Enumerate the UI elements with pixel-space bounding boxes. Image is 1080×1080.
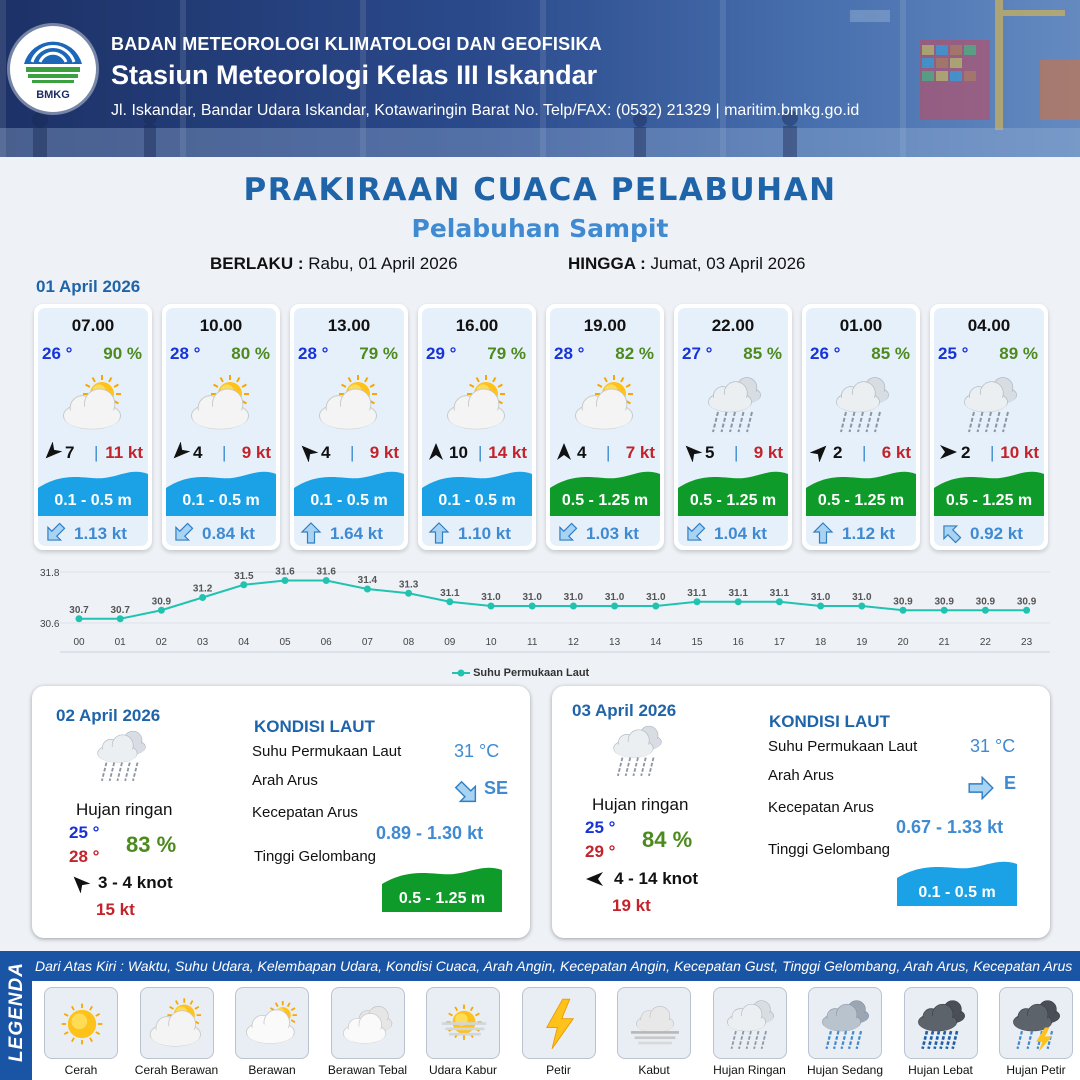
- sst-value-label: 31.5: [234, 570, 254, 582]
- valid-to-value: Jumat, 03 April 2026: [650, 254, 806, 273]
- card-wind-speed: 10: [449, 443, 468, 462]
- card-gust: 7 kt: [625, 443, 655, 462]
- x-tick-label: 09: [444, 637, 456, 648]
- card-wind-speed: 4: [577, 443, 587, 462]
- card-humidity: 85 %: [871, 344, 910, 363]
- sst-value-label: 31.0: [522, 592, 542, 603]
- card-humidity: 79 %: [359, 344, 398, 363]
- x-tick-label: 04: [238, 637, 250, 648]
- current-direction-arrow-icon: [44, 522, 66, 544]
- sst-data-point: [323, 577, 330, 584]
- sst-data-point: [76, 615, 83, 622]
- x-tick-label: 10: [485, 637, 497, 648]
- sst-data-point: [446, 598, 453, 605]
- current-direction-arrow-icon: [428, 522, 450, 544]
- cloudy-icon: [235, 987, 309, 1059]
- logo-text: BMKG: [36, 89, 70, 101]
- sst-data-point: [858, 603, 865, 610]
- card-temperature: 28 °: [298, 344, 329, 363]
- card-gust: 14 kt: [488, 443, 527, 462]
- card-temperature: 27 °: [682, 344, 713, 363]
- valid-to: [568, 254, 805, 274]
- sst-value-label: 30.9: [1016, 596, 1037, 608]
- legend: [0, 951, 1080, 1080]
- card-humidity: 85 %: [743, 344, 782, 363]
- sst-value: 31 °C: [454, 741, 500, 761]
- card-time: 13.00: [327, 316, 371, 335]
- x-tick-label: 18: [815, 637, 827, 648]
- sun-icon: [44, 987, 118, 1059]
- sst-data-point: [900, 607, 907, 614]
- sst-data-point: [405, 590, 412, 597]
- card-wind-speed: 5: [705, 443, 715, 462]
- page-title: PRAKIRAAN CUACA PELABUHAN: [243, 172, 837, 208]
- x-tick-label: 23: [1021, 637, 1033, 648]
- x-tick-label: 02: [155, 637, 167, 648]
- wave-height-label: Tinggi Gelombang: [768, 841, 891, 858]
- sst-value-label: 31.3: [398, 579, 419, 591]
- sst-data-point: [735, 598, 742, 605]
- card-gust: 6 kt: [881, 443, 911, 462]
- card-time: 01.00: [839, 316, 883, 335]
- sst-label: Suhu Permukaan Laut: [252, 743, 402, 760]
- card-time: 07.00: [71, 316, 115, 335]
- card-time: 10.00: [199, 316, 243, 335]
- partly-cloudy-icon: [444, 372, 514, 436]
- legend-item-label: Hujan Sedang: [806, 1063, 884, 1077]
- sst-value-label: 31.0: [604, 592, 625, 603]
- partly-cloudy-icon: [60, 372, 130, 436]
- legend-item-label: Hujan Lebat: [908, 1063, 973, 1077]
- y-tick-label: 30.6: [40, 619, 60, 630]
- wind-direction-arrow-icon: [70, 873, 90, 893]
- legend-item-label: Cerah Berawan: [134, 1063, 219, 1077]
- card-body: [422, 308, 532, 546]
- legend-item-label: Berawan: [248, 1063, 296, 1077]
- current-speed-value: 0.89 - 1.30 kt: [376, 823, 484, 843]
- sst-data-point: [1023, 607, 1030, 614]
- sun-cloud-icon: [140, 987, 214, 1059]
- light-rain-icon: [713, 987, 787, 1059]
- forecast-card-0400: [930, 304, 1048, 550]
- light-rain-icon: [606, 721, 670, 785]
- card-separator: |: [606, 443, 611, 462]
- card-time: 22.00: [711, 316, 755, 335]
- sst-value-label: 31.1: [728, 587, 748, 599]
- daily-weather: Hujan ringan: [76, 800, 173, 819]
- daily-weather: Hujan ringan: [592, 795, 689, 814]
- bmkg-logo: [10, 26, 96, 112]
- card-wave-height: 0.1 - 0.5 m: [182, 492, 260, 509]
- legend-title: LEGENDA: [6, 962, 27, 1062]
- current-direction-arrow-icon: [968, 775, 994, 797]
- card-body: [550, 308, 660, 546]
- daily-temp-max: 28 °: [69, 847, 100, 866]
- sst-data-point: [529, 603, 536, 610]
- x-tick-label: 01: [114, 637, 126, 648]
- card-separator: |: [862, 443, 867, 462]
- chart-legend: [452, 667, 589, 679]
- station-address: Jl. Iskandar, Bandar Udara Iskandar, Kotawaringin Barat No. Telp/FAX: (0532) 21329 | maritim.bmkg.go.id: [111, 102, 860, 119]
- current-direction-arrow-icon: [454, 780, 480, 802]
- card-wave-height: 0.5 - 1.25 m: [945, 492, 1033, 509]
- card-humidity: 79 %: [487, 344, 526, 363]
- current-direction-arrow-icon: [684, 522, 706, 544]
- sst-value-label: 31.1: [687, 587, 707, 599]
- legend-item-label: Cerah: [64, 1063, 98, 1077]
- sst-label: Suhu Permukaan Laut: [768, 738, 918, 755]
- card-humidity: 90 %: [103, 344, 142, 363]
- current-direction-arrow-icon: [172, 522, 194, 544]
- wind-direction-arrow-icon: [426, 442, 446, 462]
- sst-value-label: 31.0: [810, 592, 831, 603]
- card-temperature: 28 °: [554, 344, 585, 363]
- sst-value: 31 °C: [970, 736, 1016, 756]
- card-current-speed: 1.10 kt: [458, 524, 511, 543]
- chart-legend-marker-icon: [452, 668, 470, 678]
- legend-item-label: Petir: [546, 1063, 571, 1077]
- valid-to-label: HINGGA :: [568, 254, 646, 273]
- daily-panel-1: [32, 686, 530, 938]
- wave-height-value: 0.5 - 1.25 m: [398, 890, 486, 907]
- card-separator: |: [350, 443, 355, 462]
- card-wave-height: 0.1 - 0.5 m: [54, 492, 132, 509]
- current-direction-arrow-icon: [940, 522, 962, 544]
- forecast-card-0700: [34, 304, 152, 550]
- sst-data-point: [488, 603, 495, 610]
- x-tick-label: 20: [897, 637, 909, 648]
- card-time: 16.00: [455, 316, 499, 335]
- y-tick-label: 31.8: [40, 568, 60, 579]
- light-rain-icon: [828, 372, 898, 436]
- wave-height-value: 0.1 - 0.5 m: [918, 884, 996, 901]
- x-tick-label: 19: [856, 637, 868, 648]
- sst-value-label: 30.7: [69, 604, 89, 616]
- x-tick-label: 00: [73, 637, 85, 648]
- card-body: [934, 308, 1044, 546]
- x-tick-label: 16: [732, 637, 744, 648]
- sst-data-point: [570, 603, 577, 610]
- card-humidity: 80 %: [231, 344, 270, 363]
- card-gust: 9 kt: [241, 443, 271, 462]
- card-body: [678, 308, 788, 546]
- daily-temp-max: 29 °: [585, 842, 616, 861]
- current-direction-arrow-icon: [556, 522, 578, 544]
- moderate-rain-icon: [808, 987, 882, 1059]
- valid-from-value: Rabu, 01 April 2026: [308, 254, 458, 273]
- partly-cloudy-icon: [188, 372, 258, 436]
- x-tick-label: 13: [609, 637, 621, 648]
- partly-cloudy-icon: [572, 372, 642, 436]
- sst-value-label: 31.0: [563, 592, 584, 603]
- daily-gust: 19 kt: [612, 896, 651, 915]
- card-temperature: 26 °: [42, 344, 73, 363]
- card-temperature: 28 °: [170, 344, 201, 363]
- overcast-icon: [331, 987, 405, 1059]
- sst-data-point: [117, 615, 124, 622]
- card-separator: |: [478, 443, 483, 462]
- lightning-icon: [522, 987, 596, 1059]
- card-separator: |: [734, 443, 739, 462]
- fog-icon: [617, 987, 691, 1059]
- x-tick-label: 03: [197, 637, 209, 648]
- card-temperature: 29 °: [426, 344, 457, 363]
- legend-description: Dari Atas Kiri : Waktu, Suhu Udara, Kelembapan Udara, Kondisi Cuaca, Arah Angin, Kecepatan Angin, Kecepatan Gust, Tinggi Gelombang, Arah Arus, Kecepatan Arus: [35, 958, 1073, 974]
- card-gust: 10 kt: [1000, 443, 1039, 462]
- forecast-card-2200: [674, 304, 792, 550]
- current-speed-label: Kecepatan Arus: [252, 804, 358, 821]
- card-time: 19.00: [583, 316, 627, 335]
- daily-panel-2: [552, 686, 1050, 938]
- sst-data-point: [652, 603, 659, 610]
- wind-direction-arrow-icon: [554, 442, 574, 462]
- card-current-speed: 1.03 kt: [586, 524, 639, 543]
- card-gust: 11 kt: [105, 443, 143, 462]
- x-tick-label: 11: [527, 637, 538, 648]
- forecast-card-1600: [418, 304, 536, 550]
- wind-direction-arrow-icon: [42, 442, 62, 462]
- forecast-card-1000: [162, 304, 280, 550]
- wind-direction-arrow-icon: [585, 869, 605, 889]
- sea-condition-title: KONDISI LAUT: [769, 712, 890, 731]
- valid-from-label: BERLAKU :: [210, 254, 304, 273]
- sst-value-label: 30.9: [893, 596, 913, 608]
- card-wave-height: 0.5 - 1.25 m: [689, 492, 777, 509]
- wind-direction-arrow-icon: [810, 442, 830, 462]
- sea-condition-title: KONDISI LAUT: [254, 717, 375, 736]
- card-wind-speed: 4: [193, 443, 203, 462]
- card-separator: |: [222, 443, 227, 462]
- card-humidity: 89 %: [999, 344, 1038, 363]
- x-tick-label: 22: [979, 637, 991, 648]
- sst-value-label: 31.4: [357, 575, 378, 586]
- sst-value-label: 30.7: [110, 604, 130, 616]
- forecast-card-1900: [546, 304, 664, 550]
- station-name: Stasiun Meteorologi Kelas III Iskandar: [111, 60, 598, 90]
- x-tick-label: 14: [650, 637, 662, 648]
- card-wind-speed: 2: [961, 443, 971, 462]
- sst-data-point: [364, 586, 371, 593]
- current-direction-value: E: [1004, 773, 1017, 793]
- light-rain-icon: [956, 372, 1026, 436]
- card-wave-height: 0.5 - 1.25 m: [561, 492, 649, 509]
- daily-wind: 4 - 14 knot: [614, 869, 699, 888]
- sst-series-line: [79, 581, 1027, 619]
- card-temperature: 26 °: [810, 344, 841, 363]
- card-current-speed: 0.84 kt: [202, 524, 255, 543]
- card-body: [166, 308, 276, 546]
- daily-humidity: 83 %: [126, 832, 177, 857]
- sst-value-label: 31.1: [440, 587, 460, 599]
- daily-temp-min: 25 °: [69, 823, 100, 842]
- card-wave-height: 0.5 - 1.25 m: [817, 492, 905, 509]
- sst-data-point: [199, 594, 206, 601]
- x-tick-label: 05: [279, 637, 291, 648]
- daily-date: 03 April 2026: [572, 701, 677, 720]
- x-tick-label: 17: [773, 637, 785, 648]
- sst-value-label: 31.6: [316, 566, 336, 578]
- x-tick-label: 12: [567, 637, 579, 648]
- sst-data-point: [611, 603, 618, 610]
- x-tick-label: 21: [938, 637, 950, 648]
- sst-data-point: [817, 603, 824, 610]
- sst-value-label: 31.0: [852, 592, 872, 603]
- sst-value-label: 30.9: [934, 596, 954, 608]
- sst-value-label: 30.9: [975, 596, 996, 608]
- chart-legend-label: Suhu Permukaan Laut: [473, 667, 590, 679]
- card-separator: |: [94, 443, 99, 462]
- daily-gust: 15 kt: [96, 900, 135, 919]
- haze-icon: [426, 987, 500, 1059]
- sst-data-point: [941, 607, 948, 614]
- sst-data-point: [240, 581, 247, 588]
- x-tick-label: 08: [403, 637, 415, 648]
- sst-value-label: 30.9: [151, 596, 172, 608]
- current-direction-label: Arah Arus: [252, 772, 318, 789]
- sst-data-point: [776, 598, 783, 605]
- card-wind-speed: 4: [321, 443, 331, 462]
- x-tick-label: 06: [320, 637, 332, 648]
- sst-data-point: [982, 607, 989, 614]
- sst-value-label: 31.1: [769, 587, 790, 599]
- sst-value-label: 31.2: [192, 583, 213, 595]
- card-separator: |: [990, 443, 995, 462]
- card-temperature: 25 °: [938, 344, 969, 363]
- current-direction-arrow-icon: [300, 522, 322, 544]
- wind-direction-arrow-icon: [170, 442, 190, 462]
- wind-direction-arrow-icon: [298, 442, 318, 462]
- legend-item-label: Hujan Petir: [1006, 1063, 1066, 1077]
- card-current-speed: 1.13 kt: [74, 524, 127, 543]
- card-wave-height: 0.1 - 0.5 m: [438, 492, 516, 509]
- organization-name: BADAN METEOROLOGI KLIMATOLOGI DAN GEOFISIKA: [111, 34, 602, 54]
- sst-value-label: 31.6: [275, 566, 295, 578]
- daily-temp-min: 25 °: [585, 818, 616, 837]
- current-speed-label: Kecepatan Arus: [768, 799, 874, 816]
- card-gust: 9 kt: [369, 443, 399, 462]
- card-body: [38, 308, 148, 546]
- sst-value-label: 31.0: [646, 592, 666, 603]
- header-banner: [0, 0, 1080, 157]
- valid-from: [210, 254, 458, 274]
- legend-item-label: Udara Kabur: [428, 1063, 498, 1077]
- card-current-speed: 1.04 kt: [714, 524, 767, 543]
- legend-side-label: [0, 951, 32, 1080]
- light-rain-icon: [90, 726, 154, 790]
- forecast-card-1300: [290, 304, 408, 550]
- current-direction-arrow-icon: [812, 522, 834, 544]
- current-direction-value: SE: [484, 778, 509, 798]
- card-wave-height: 0.1 - 0.5 m: [310, 492, 388, 509]
- port-name: Pelabuhan Sampit: [411, 214, 669, 243]
- current-direction-label: Arah Arus: [768, 767, 834, 784]
- sst-value-label: 31.0: [481, 592, 501, 603]
- current-speed-value: 0.67 - 1.33 kt: [896, 817, 1004, 837]
- partly-cloudy-icon: [316, 372, 386, 436]
- card-wind-speed: 7: [65, 443, 75, 462]
- day1-date: 01 April 2026: [36, 277, 141, 296]
- sst-data-point: [694, 598, 701, 605]
- card-body: [294, 308, 404, 546]
- wind-direction-arrow-icon: [682, 442, 702, 462]
- sst-data-point: [158, 607, 165, 614]
- card-body: [806, 308, 916, 546]
- x-tick-label: 15: [691, 637, 703, 648]
- wind-direction-arrow-icon: [938, 442, 958, 462]
- card-wind-speed: 2: [833, 443, 843, 462]
- card-time: 04.00: [967, 316, 1011, 335]
- heavy-rain-icon: [904, 987, 978, 1059]
- legend-item-label: Kabut: [638, 1063, 670, 1077]
- light-rain-icon: [700, 372, 770, 436]
- forecast-card-0100: [802, 304, 920, 550]
- sst-data-point: [282, 577, 289, 584]
- card-humidity: 82 %: [615, 344, 654, 363]
- card-current-speed: 1.64 kt: [330, 524, 383, 543]
- daily-date: 02 April 2026: [56, 706, 161, 725]
- card-gust: 9 kt: [753, 443, 783, 462]
- legend-description-bar: [32, 951, 1080, 981]
- wave-height-label: Tinggi Gelombang: [254, 848, 377, 865]
- card-current-speed: 0.92 kt: [970, 524, 1023, 543]
- daily-wind: 3 - 4 knot: [98, 873, 173, 892]
- legend-item-label: Berawan Tebal: [327, 1063, 408, 1077]
- card-current-speed: 1.12 kt: [842, 524, 895, 543]
- legend-item-label: Hujan Ringan: [713, 1063, 786, 1077]
- x-tick-label: 07: [361, 637, 373, 648]
- daily-humidity: 84 %: [642, 827, 693, 852]
- thunderstorm-icon: [999, 987, 1073, 1059]
